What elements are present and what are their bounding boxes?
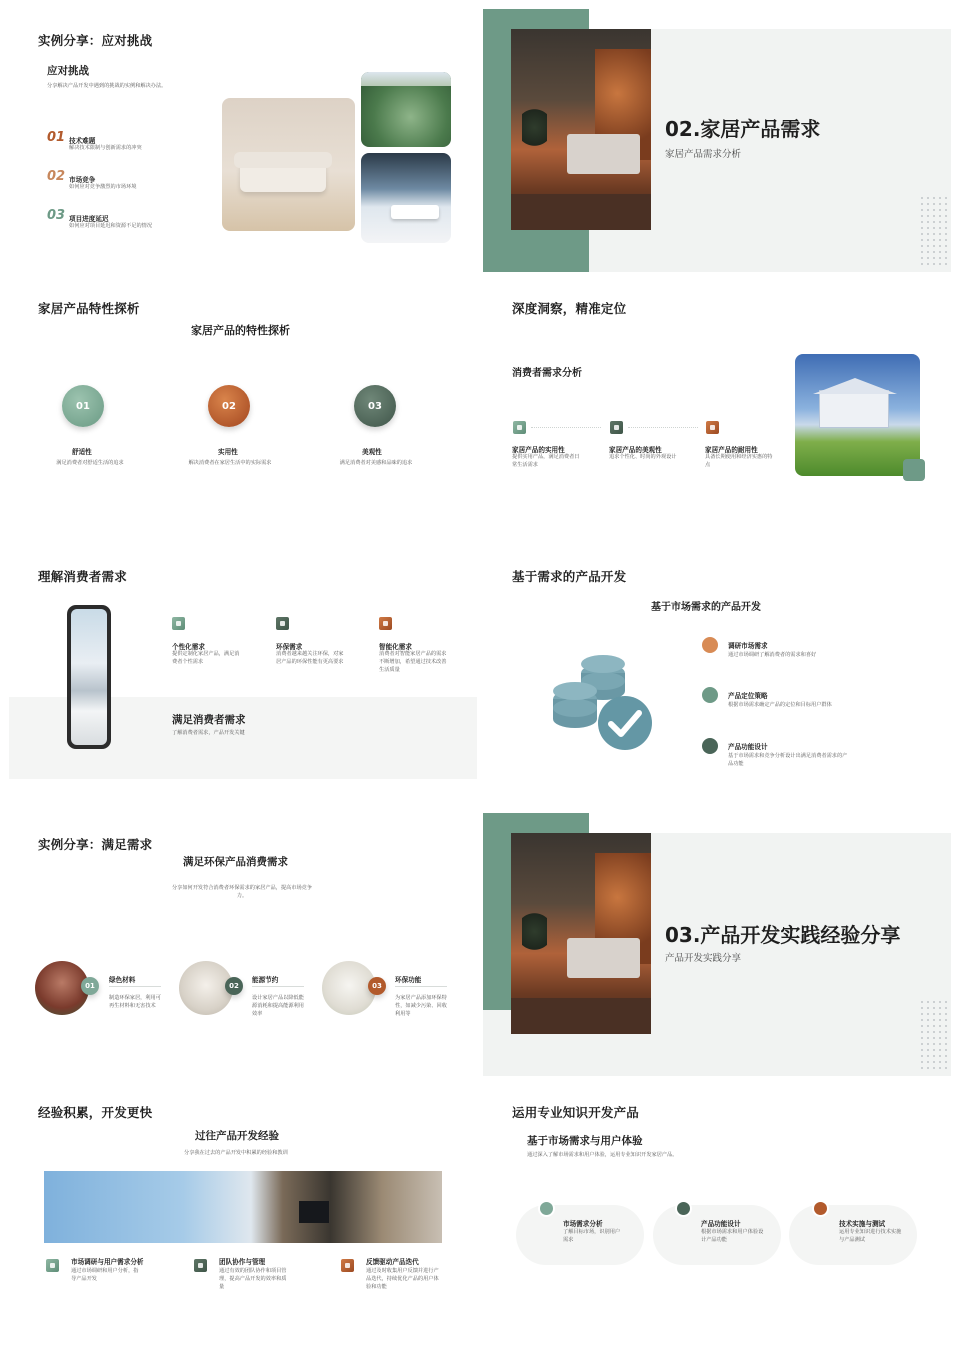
eco-icon: [276, 617, 289, 630]
slide-title: 实例分享：满足需求: [38, 837, 153, 852]
item-label: 产品功能设计: [701, 1220, 741, 1228]
item-desc: 通过市场调研和用户分析，指导产品开发: [71, 1268, 139, 1282]
durability-icon: [706, 421, 719, 434]
feature-label: 舒适性: [72, 448, 92, 456]
item-label: 团队协作与管理: [219, 1258, 266, 1266]
design-icon: [702, 738, 718, 754]
item-desc: 具备长期使用和经济实惠的特点: [705, 454, 773, 468]
slide-case-meet-needs[interactable]: [9, 813, 477, 1076]
banner-title: 满足消费者需求: [172, 714, 246, 726]
item-label: 个性化需求: [172, 643, 205, 651]
feature-badge: 03: [354, 385, 396, 427]
item-desc: 通过有效的团队协作和项目管理，提高产品开发的效率和质量: [219, 1268, 287, 1290]
item-badge: 01: [81, 977, 99, 995]
item-label: 技术实施与测试: [839, 1220, 886, 1228]
section-desc: 通过深入了解市场需求和用户体验，运用专业知识开发家居产品。: [527, 1152, 678, 1158]
phone-mockup: [67, 605, 111, 749]
item-desc: 消费者越来越关注环保，对家居产品的环保性能有更高要求: [276, 651, 344, 665]
bedroom-photo: [361, 153, 451, 243]
living-room-photo: [222, 98, 355, 231]
section-subtitle: 家居产品需求分析: [665, 149, 742, 160]
section-desc: 分享如何开发符合消费者环保需求的家居产品，提高市场竞争力。: [171, 885, 313, 899]
item-desc: 如何应对项目延迟和资源不足的情况: [69, 223, 153, 229]
section-subtitle: 基于市场需求与用户体验: [527, 1135, 643, 1147]
slide-title: 运用专业知识开发产品: [512, 1105, 640, 1120]
slide-title: 基于需求的产品开发: [512, 569, 627, 584]
item-label: 环保功能: [395, 976, 422, 984]
section-subtitle: 消费者需求分析: [512, 368, 582, 379]
item-label: 产品定位策略: [728, 692, 768, 700]
banner-desc: 了解消费者需求，产品开发关键: [172, 730, 245, 736]
item-label: 产品功能设计: [728, 743, 768, 751]
slide-title: 实例分享：应对挑战: [38, 33, 153, 48]
item-desc: 根据市场需求和用户体验设计产品功能: [701, 1229, 764, 1243]
section-title: 02.家居产品需求: [665, 117, 821, 141]
section-subtitle: 过往产品开发经验: [195, 1130, 279, 1142]
item-desc: 运用专业知识进行技术实施与产品测试: [839, 1229, 902, 1243]
feature-badge: 02: [208, 385, 250, 427]
section-subtitle: 基于市场需求的产品开发: [651, 602, 761, 613]
slide-title: 家居产品特性探析: [38, 301, 140, 316]
slide-title: 理解消费者需求: [38, 569, 127, 584]
item-desc: 追求个性化、时尚的外观设计: [609, 454, 677, 460]
feature-desc: 满足消费者对舒适生活的追求: [56, 460, 124, 466]
item-desc: 基于市场需求和竞争分析设计出满足消费者需求的产品功能: [728, 753, 848, 767]
practical-icon: [513, 421, 526, 434]
testing-icon: [812, 1200, 829, 1217]
interior-photo: [511, 29, 651, 230]
section-title: 03.产品开发实践经验分享: [665, 923, 901, 947]
banner-photo: [44, 1171, 442, 1243]
item-badge: 03: [368, 977, 386, 995]
slide-understand-consumers[interactable]: [9, 545, 477, 808]
feature-label: 实用性: [218, 448, 238, 456]
feature-label: 美观性: [362, 448, 382, 456]
item-desc: 如何应对竞争激烈的市场环境: [69, 184, 137, 190]
slide-title: 经验积累，开发更快: [38, 1105, 153, 1120]
item-number: 03: [47, 208, 66, 223]
analysis-icon: [538, 1200, 555, 1217]
item-label: 技术难题: [69, 137, 96, 145]
section-subtitle: 满足环保产品消费需求: [183, 856, 288, 868]
item-label: 市场需求分析: [563, 1220, 603, 1228]
slide-section-02[interactable]: [483, 9, 951, 272]
feature-desc: 解决消费者在家居生活中的实际需求: [188, 460, 272, 466]
item-desc: 消费者对智能家居产品的需求不断增加，希望通过技术改善生活质量: [379, 651, 447, 673]
house-photo: [795, 354, 920, 476]
item-label: 市场调研与用户需求分析: [71, 1258, 144, 1266]
item-label: 家居产品的耐用性: [705, 446, 758, 454]
personal-icon: [172, 617, 185, 630]
dot-pattern: [919, 195, 951, 267]
coins-check-icon: [549, 651, 659, 751]
item-desc: 通过市场调研了解消费者的需求和喜好: [728, 652, 817, 658]
interior-photo: [511, 833, 651, 1034]
item-label: 家居产品的美观性: [609, 446, 662, 454]
item-desc: 设计家居产品以降低能源消耗和提高能源利用效率: [252, 995, 304, 1017]
item-number: 02: [47, 169, 66, 184]
feature-desc: 满足消费者对美感和品味的追求: [339, 460, 413, 466]
item-label: 项目进度延迟: [69, 215, 109, 223]
section-desc: 分享解决产品开发中遇到的挑战的实例和解决办法。: [47, 83, 167, 89]
slide-section-03[interactable]: [483, 813, 951, 1076]
team-icon: [194, 1259, 207, 1272]
slide-case-challenges[interactable]: [9, 9, 477, 272]
slide-professional-knowledge[interactable]: [483, 1081, 951, 1344]
item-label: 家居产品的实用性: [512, 446, 565, 454]
aesthetic-icon: [610, 421, 623, 434]
accent-square: [903, 459, 925, 481]
item-desc: 提供定制化家居产品，满足消费者个性需求: [172, 651, 240, 665]
positioning-icon: [702, 687, 718, 703]
item-label: 市场竞争: [69, 176, 96, 184]
section-desc: 分享我在过去的产品开发中积累的经验和教训: [184, 1150, 288, 1156]
aerial-photo: [361, 72, 451, 147]
item-label: 绿色材料: [109, 976, 136, 984]
item-desc: 了解目标市场，识别用户需求: [563, 1229, 621, 1243]
item-desc: 提供实用产品，满足消费者日常生活需求: [512, 454, 580, 468]
item-desc: 解决技术限制与创新需求的冲突: [69, 145, 142, 151]
slide-demand-development[interactable]: [483, 545, 951, 808]
research-icon: [702, 637, 718, 653]
section-subtitle: 产品开发实践分享: [665, 953, 742, 964]
section-subtitle: 家居产品的特性探析: [191, 324, 290, 337]
item-desc: 为家居产品添加环保特性，如减少污染、回收利用等: [395, 995, 447, 1017]
dot-pattern: [919, 999, 951, 1071]
item-badge: 02: [225, 977, 243, 995]
item-label: 反馈驱动产品迭代: [366, 1258, 419, 1266]
slide-experience-accumulation[interactable]: [9, 1081, 477, 1344]
feedback-icon: [341, 1259, 354, 1272]
item-number: 01: [47, 130, 66, 145]
section-subtitle: 应对挑战: [47, 65, 89, 77]
slide-product-features[interactable]: [9, 277, 477, 540]
research-icon: [46, 1259, 59, 1272]
item-label: 调研市场需求: [728, 642, 768, 650]
feature-badge: 01: [62, 385, 104, 427]
item-desc: 通过及时收集用户反馈并进行产品迭代，持续优化产品的用户体验和功能: [366, 1268, 439, 1290]
slide-insight-positioning[interactable]: [483, 277, 951, 540]
item-label: 环保需求: [276, 643, 303, 651]
item-label: 智能化需求: [379, 643, 412, 651]
design-icon: [675, 1200, 692, 1217]
item-label: 能源节约: [252, 976, 279, 984]
slide-title: 深度洞察，精准定位: [512, 301, 627, 316]
smart-icon: [379, 617, 392, 630]
item-desc: 制造环保家居，利用可再生材料和无害技术: [109, 995, 161, 1009]
item-desc: 根据市场需求确定产品的定位和目标用户群体: [728, 702, 832, 708]
